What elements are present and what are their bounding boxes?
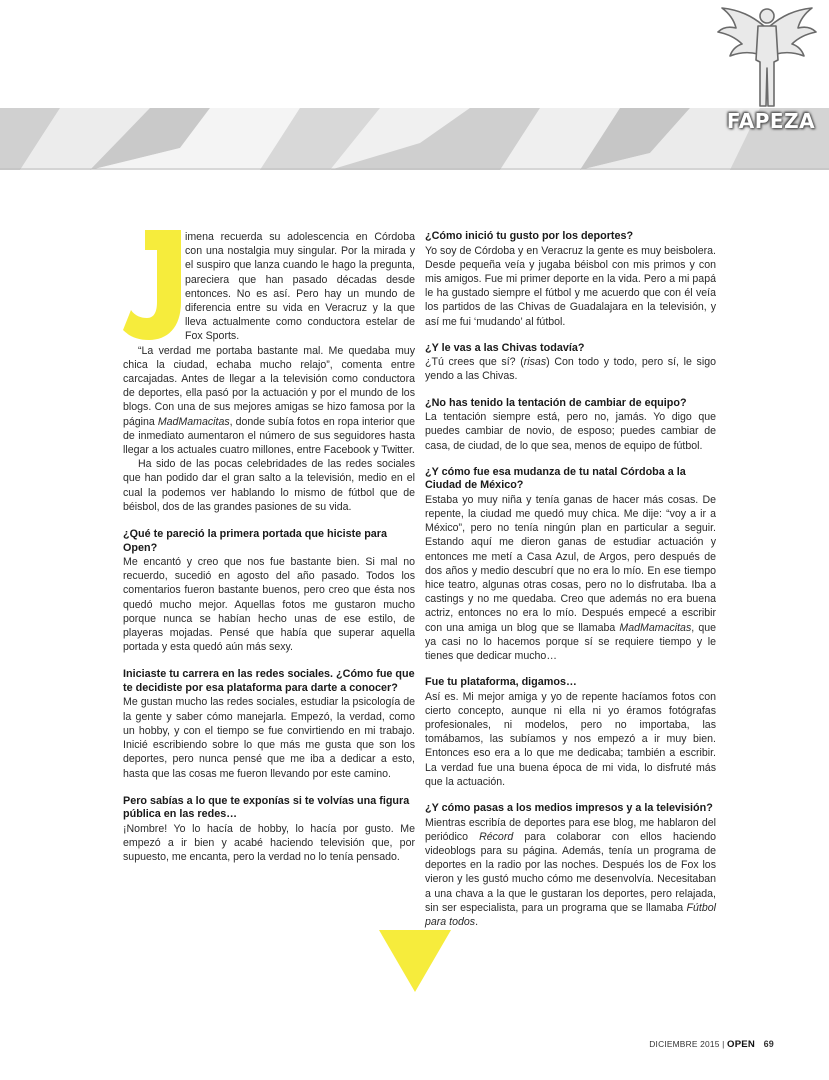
intro-paragraph: imena recuerda su adolescencia en Córdoba con una nostalgia muy singular. Por la mirada y el suspiro que lanza cuando le hago la pregunta, pareciera que han pasado décadas desde entonces. No es así. Pero hay un mundo de diferencia entre su vida en Veracruz y la que lleva actualmente como conductora estelar de Fox Sports. <box>185 231 415 343</box>
footer-date: DICIEMBRE 2015 <box>649 1039 720 1049</box>
answer-paragraph: La tentación siempre está, pero no, jamás. Yo digo que puedes cambiar de novio, de esposo; puedes cambiar de casa, de ciudad, de lo que sea, menos de equipo de fútbol. <box>425 411 716 452</box>
question-heading: Iniciaste tu carrera en las redes sociales. ¿Cómo fue que te decidiste por esa plataforma para darte a conocer? <box>123 668 415 694</box>
page-footer <box>649 1039 774 1050</box>
question-heading: Fue tu plataforma, digamos… <box>425 676 577 689</box>
answer-paragraph: Estaba yo muy niña y tenía ganas de hacer más cosas. De repente, la ciudad me quedó muy chica. Me dije: “voy a ir a México”, pero no tenía ningún plan en particular a seguir. Estando aquí me dieron ganas de estudiar actuación y entonces me metí a Casa Azul, de Argos, pero después de dos años y medio descubrí que no era lo mío. En ese tiempo hice teatro, algunas otras cosas, pero no lo disfrutaba. Iba a castings y no me quedaba. Creo que además no era buena actriz, entonces no era lo mío. Después empecé a escribir con una amiga un blog que se llamaba MadMamacitas, que ya casi no lo hacemos porque sí se requiere tiempo y le tienes que dedicar mucho… <box>425 493 716 662</box>
question-heading: ¿Qué te pareció la primera portada que hiciste para Open? <box>123 528 388 554</box>
question-heading: Pero sabías a lo que te exponías si te volvías una figura pública en las redes… <box>123 794 410 821</box>
winged-figure-icon <box>712 2 822 110</box>
answer-paragraph: ¡Nombre! Yo lo hacía de hobby, lo hacía por gusto. Me empezó a ir bien y acabé haciendo televisión que, por supuesto, me encanta, pero la verdad no lo tenía pensado. <box>123 822 415 864</box>
footer-brand: OPEN <box>727 1039 756 1050</box>
question-heading: ¿No has tenido la tentación de cambiar de equipo? <box>425 396 687 409</box>
page-number: 69 <box>763 1039 774 1049</box>
question-heading: ¿Y le vas a las Chivas todavía? <box>425 341 585 354</box>
geometric-pattern <box>0 108 829 170</box>
header-banner <box>0 108 829 170</box>
answer-paragraph: ¿Tú crees que sí? (risas) Con todo y todo, pero sí, le sigo yendo a las Chivas. <box>425 356 716 383</box>
paragraph-2: “La verdad me portaba bastante mal. Me quedaba muy chica la ciudad, echaba mucho relajo”, comenta entre carcajadas. Antes de llegar a la televisión como conductora de deportes, ella pasó por la actuación y por el mundo de los blogs. Con una de sus mejores amigas se hizo famosa por la página MadMamacitas, donde subía fotos en ropa interior que de inmediato aumentaron el número de sus seguidores hasta llegar a los actuales cuatro millones, entre Facebook y Twitter. <box>123 344 415 457</box>
watermark-text: FAPEZA <box>726 109 816 133</box>
paragraph-3: Ha sido de las pocas celebridades de las redes sociales que han podido dar el gran salto a la televisión, medio en el cual la podemos ver hablando lo mismo de fútbol que de béisbol, dos de las grandes pasiones de su vida. <box>123 458 415 513</box>
answer-paragraph: Me encantó y creo que nos fue bastante bien. Si mal no recuerdo, sucedió en agosto del año pasado. Todos los comentarios fueron bastante buenos, pero creo que ésta nos quedó mucho mejor. Aquellas fotos me gustaron mucho porque nunca se habían hecho unas de ese estilo, de playeras mojadas. Pensé que había que superar aquella portada y esta quedó aún más sexy. <box>123 556 415 654</box>
right-column <box>425 230 716 929</box>
left-column <box>123 230 415 864</box>
yellow-triangle-icon <box>379 930 451 992</box>
dropcap-spacer <box>123 230 185 342</box>
answer-paragraph: Así es. Mi mejor amiga y yo de repente hacíamos fotos con cierto concepto, aunque ni ella ni yo éramos fotógrafas profesionales, ni modelos, pero no importaba, las tomábamos, las subíamos y nos empezó a ir muy bien. Entonces eso era a lo que me dedicaba; también a escribir. La verdad fue una buena época de mi vida, lo disfruté más que la actuación. <box>425 690 716 788</box>
answer-paragraph: Me gustan mucho las redes sociales, estudiar la psicología de la gente y saber cómo manejarla. Empezó, la verdad, como un hobby, y con el tiempo se fue convirtiendo en mi trabajo. Inicié escribiendo sobre lo que más me gusta que son los deportes, pero nunca pensé que me iba a dedicar a esto, hasta que las cosas me fueron llevando por este camino. <box>123 696 415 780</box>
answer-paragraph: Mientras escribía de deportes para ese blog, me hablaron del periódico Récord para colaborar con ellos haciendo videoblogs para su página. Además, tenía un programa de deportes en la radio por las noches. Después los de Fox los vieron y les gustó mucho cómo me desenvolvía. Necesitaban a una chava a la que le gustaran los deportes, pero relajada, sin ser especialista, para un programa que se llamaba Fútbol para todos. <box>425 816 716 929</box>
question-heading: ¿Y cómo fue esa mudanza de tu natal Córdoba a la Ciudad de México? <box>425 465 686 492</box>
footer-separator: | <box>722 1039 725 1049</box>
answer-paragraph: Yo soy de Córdoba y en Veracruz la gente es muy beisbolera. Desde pequeña veía y jugaba béisbol con mis primos y con mis amigos. Fue mi primer deporte en la vida. Pero a mi papá le ha gustado siempre el fútbol y me acuerdo que con él veía los partidos de las Chivas de Guadalajara en la televisión, y así me fui ‘mudando’ al fútbol. <box>425 244 716 328</box>
question-heading: ¿Cómo inició tu gusto por los deportes? <box>425 230 634 242</box>
question-heading: ¿Y cómo pasas a los medios impresos y a la televisión? <box>425 802 713 815</box>
